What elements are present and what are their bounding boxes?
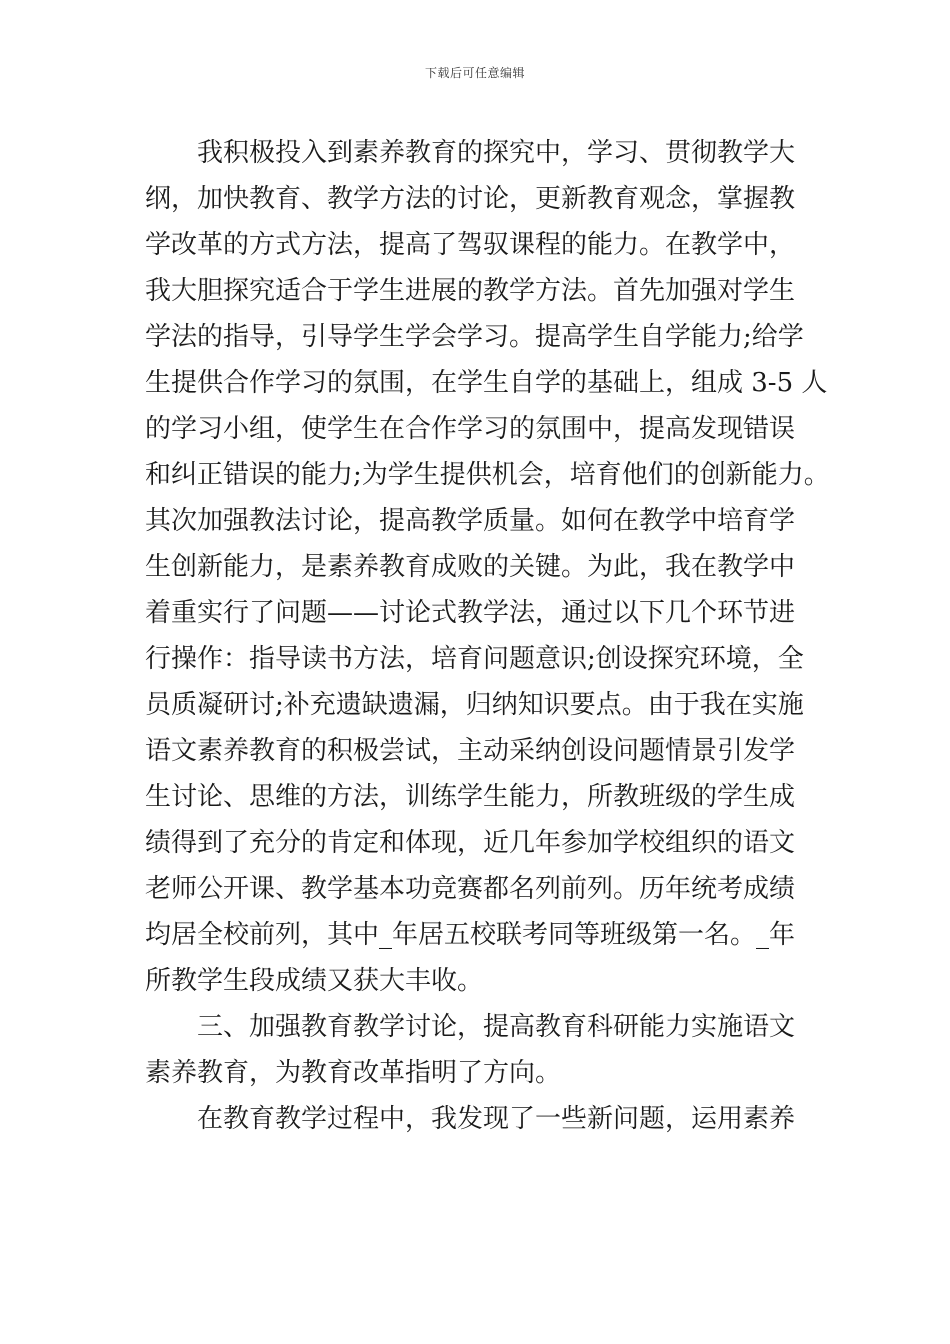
text-line: 生创新能力，是素养教育成败的关键。为此，我在教学中 xyxy=(145,552,796,582)
text-line: 语文素养教育的积极尝试，主动采纳创设问题情景引发学 xyxy=(145,736,796,766)
text-line: 素养教育，为教育改革指明了方向。 xyxy=(145,1058,562,1088)
text-line: 着重实行了问题——讨论式教学法，通过以下几个环节进 xyxy=(145,598,796,628)
text-line: 学法的指导，引导学生学会学习。提高学生自学能力;给学 xyxy=(145,322,804,352)
text-line: 和纠正错误的能力;为学生提供机会，培育他们的创新能力。 xyxy=(145,460,830,490)
text-line: 绩得到了充分的肯定和体现，近几年参加学校组织的语文 xyxy=(145,828,796,858)
text-line: 我大胆探究适合于学生进展的教学方法。首先加强对学生 xyxy=(145,276,796,306)
text-line: 纲，加快教育、教学方法的讨论，更新教育观念，掌握教 xyxy=(145,184,796,214)
text-line: 我积极投入到素养教育的探究中，学习、贯彻教学大 xyxy=(197,138,796,168)
text-line: 均居全校前列，其中_年居五校联考同等班级第一名。_年 xyxy=(145,920,796,950)
text-line: 员质凝研讨;补充遗缺遗漏，归纳知识要点。由于我在实施 xyxy=(145,690,804,720)
text-line: 的学习小组，使学生在合作学习的氛围中，提高发现错误 xyxy=(145,414,796,444)
text-line: 行操作：指导读书方法，培育问题意识;创设探究环境，全 xyxy=(145,644,804,674)
section-heading-line: 三、加强教育教学讨论，提高教育科研能力实施语文 xyxy=(197,1012,796,1042)
text-line: 所教学生段成绩又获大丰收。 xyxy=(145,966,484,996)
text-line: 老师公开课、教学基本功竞赛都名列前列。历年统考成绩 xyxy=(145,874,796,904)
header-note: 下载后可任意编辑 xyxy=(424,66,525,80)
text-line: 生讨论、思维的方法，训练学生能力，所教班级的学生成 xyxy=(145,782,796,812)
text-line: 其次加强教法讨论，提高教学质量。如何在教学中培育学 xyxy=(145,506,796,536)
text-line: 生提供合作学习的氛围，在学生自学的基础上，组成 3-5 人 xyxy=(145,368,828,398)
text-line: 在教育教学过程中，我发现了一些新问题，运用素养 xyxy=(197,1104,796,1134)
text-line: 学改革的方式方法，提高了驾驭课程的能力。在教学中， xyxy=(145,230,796,260)
